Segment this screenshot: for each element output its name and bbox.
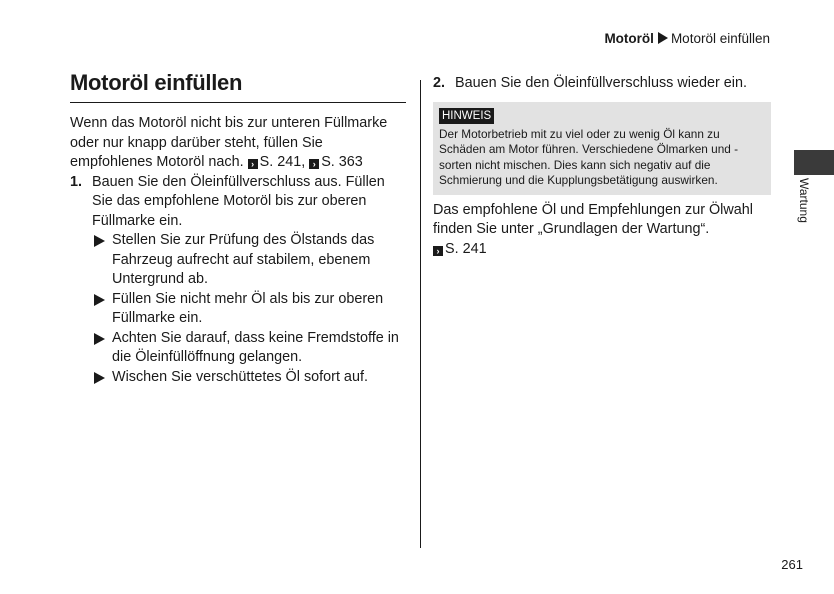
right-column [433, 74, 771, 259]
bullet-item [92, 368, 408, 388]
notice-label: HINWEIS [439, 108, 494, 124]
triangle-bullet-icon [94, 333, 105, 345]
step-number: 2. [433, 75, 446, 91]
column-divider [420, 80, 421, 548]
triangle-bullet-icon [94, 235, 105, 247]
page-reference-2[interactable] [309, 154, 363, 170]
step-1-bullets [70, 231, 408, 387]
step-number: 1. [70, 173, 83, 190]
page-title: Motoröl einfüllen [70, 70, 406, 103]
section-tab-label: Wartung [797, 178, 811, 223]
note-paragraph [433, 201, 771, 260]
breadcrumb-section[interactable]: Motoröl [604, 31, 654, 46]
step-text: Bauen Sie den Öleinfüllverschluss wieder ein. [455, 75, 747, 91]
triangle-bullet-icon [94, 372, 105, 384]
page-reference-3[interactable] [433, 241, 487, 257]
page-number: 261 [781, 557, 803, 572]
breadcrumb-page: Motoröl einfüllen [670, 31, 770, 46]
bullet-text: Stellen Sie zur Prüfung des Ölstands das Fahrzeug aufrecht auf stabilem, ebenem Untergrund ab. [112, 232, 375, 287]
note-text: Das empfohlene Öl und Empfehlungen zur Ölwahl finden Sie unter „Grundlagen der Wartung“. [433, 201, 753, 237]
bullet-text: Füllen Sie nicht mehr Öl als bis zur oberen Füllmarke ein. [112, 290, 384, 326]
reference-arrow-icon: › [433, 246, 443, 256]
step-1 [70, 173, 408, 232]
bullet-item [92, 329, 408, 368]
left-column [70, 114, 408, 387]
bullet-item [92, 231, 408, 290]
bullet-text: Achten Sie darauf, dass keine Fremdstoffe in die Öleinfüllöffnung gelangen. [112, 329, 399, 365]
reference-label: S. 241, [259, 154, 306, 170]
breadcrumb-arrow-icon [658, 32, 668, 44]
bullet-text: Wischen Sie verschüttetes Öl sofort auf. [112, 368, 368, 385]
step-2 [433, 74, 771, 94]
triangle-bullet-icon [94, 294, 105, 306]
step-text: Bauen Sie den Öleinfüllverschluss aus. Füllen Sie das empfohlene Motoröl bis zur oberen Füllmarke ein. [92, 173, 385, 229]
bullet-item [92, 290, 408, 329]
breadcrumb [604, 31, 770, 46]
intro-paragraph [70, 114, 408, 173]
reference-label: S. 363 [321, 154, 363, 170]
reference-arrow-icon: › [248, 159, 258, 169]
notice-box [433, 102, 771, 195]
notice-text: Der Motorbetrieb mit zu viel oder zu wenig Öl kann zu Schäden am Motor führen. Verschiedene Ölmarken und -sorten nicht mischen. Dies kann sich negativ auf die Schmierung und die Kupplungsbetätigung auswirken. [439, 126, 739, 187]
reference-label: S. 241 [445, 240, 487, 257]
section-tab-marker [794, 150, 834, 175]
page-reference-1[interactable] [248, 154, 306, 170]
reference-arrow-icon: › [309, 159, 319, 169]
intro-text: Wenn das Motoröl nicht bis zur unteren Füllmarke oder nur knapp darüber steht, füllen Sie empfohlenes Motoröl nach. [70, 115, 388, 170]
